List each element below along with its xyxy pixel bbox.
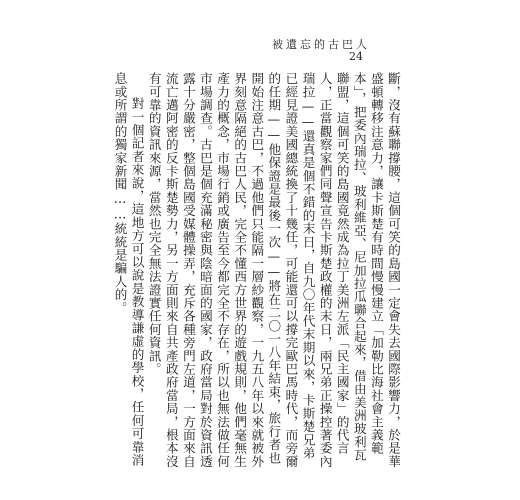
paragraph: 斷，沒有蘇聯撐腰，這個可笑的島國一定會失去國際影響力，於是華盛頓轉移注意力，讓卡斯楚有時間慢慢建立「加勒比海社會主義範本」，把委內瑞拉、玻利維亞、尼加拉瓜聯合起來，借由美洲玻利瓦聯盟，這個可笑的島國竟然成為拉丁美洲左派「民主國家」的代言人，正當觀察家們同聲宣告卡斯楚政權的末日，兩兄弟正操控著委內瑞拉——還真是個不錯的末日，自九〇年代末期以來，卡斯楚兄弟已經見證美國總統換了十幾任，可能還可以撐完歐巴馬時代，而旁爾的任期——他保證是最後一次——將在二〇一八年結束，旅行者也開始注意古巴，不過他們只能隔一層紗觀察，一九五八年以來就被外界刻意隔絕的古巴人民，完全不懂西方世界的遊戲規則，他們毫無生產力的概念，市場行銷或廣告至今都完全不存在，所以也無法做任何市場調查。古巴是個充滿秘密與陰暗面的國家，政府當局對於資訊透露十分嚴密，整個島國受媒體操弄，充斥各種旁門左道，一方面來自流亡邁阿密的反卡斯楚勢力，另一方面則來自共產政府當局，根本沒有可靠的資訊來源，當然也完全無法證實任何資訊。 <box>146 72 401 468</box>
page-number: 24 <box>349 50 363 63</box>
running-header: 被遺忘的古巴人 <box>272 38 370 51</box>
body-text <box>102 72 402 472</box>
paragraph: 對一個記者來說，這地方可以說是教導謙虛的學校，任何可靠消息或所謂的獨家新聞……統統是騙人的。 <box>112 72 145 467</box>
